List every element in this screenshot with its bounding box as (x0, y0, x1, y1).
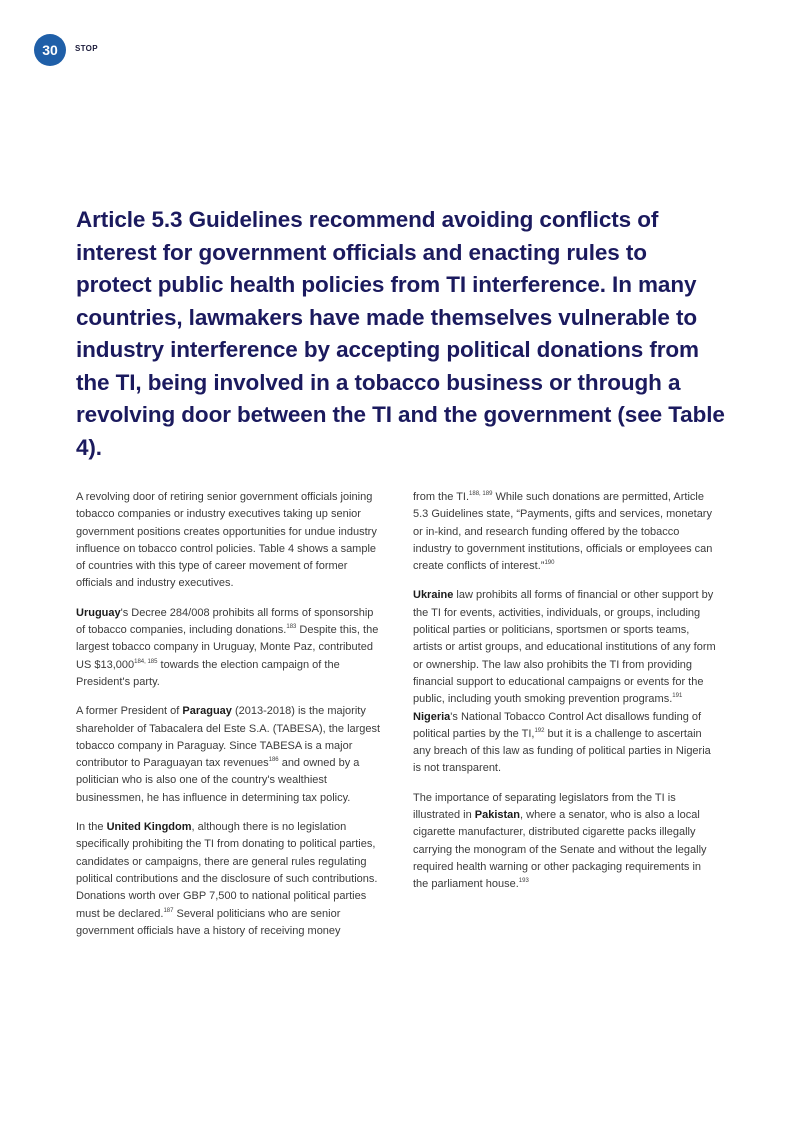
footnote-ref: 184, 185 (134, 658, 158, 665)
country-paraguay: Paraguay (182, 705, 232, 718)
paragraph-paraguay: A former President of Paraguay (2013-2018) is the majority shareholder of Tabacalera del Este S.A. (TABESA), the largest tobacco company in Paraguay. Since TABESA is a major contributor to Paraguayan tax revenues$^{186}$ and owned by a politician who is also one of the country's wealthiest businessmen, he has influence in determining tax policy. (76, 705, 381, 804)
running-header: STOP (75, 44, 98, 53)
country-united-kingdom: United Kingdom (106, 821, 192, 834)
country-pakistan: Pakistan (474, 809, 521, 822)
right-column (413, 489, 719, 906)
footnote-ref: 183 (286, 624, 297, 631)
footnote-ref: 188, 189 (469, 491, 493, 497)
section-headline: Article 5.3 Guidelines recommend avoiding conflicts of interest for government officials and enacting rules to protect public health policies from TI interference. In many countries, lawmakers have made themselves vulnerable to industry interference by accepting political donations from the TI, being involved in a tobacco business or through a revolving door between the TI and the government (see Table 4). (76, 207, 725, 460)
footnote-ref: 193 (518, 878, 529, 885)
country-nigeria: Nigeria (413, 710, 451, 723)
paragraph-ukraine-nigeria: Ukraine law prohibits all forms of financial or other support by the TI for events, activities, individuals, or groups, including political parties or politicians, sportsmen or sports teams, artists or artist groups, and educational institutions of any form or ownership. The law also prohibits the TI from providing financial support to educational campaigns or events for the public, including youth smoking prevention programs.$^{191}$ Nigeria's National Tobacco Control Act disallows funding of political parties by the TI,$^{192}$ but it is a challenge to ascertain any breach of this law as funding of political parties in Nigeria is not transparent. (413, 589, 716, 775)
country-ukraine: Ukraine (413, 589, 454, 602)
page-number-badge: 30 (34, 34, 66, 66)
footnote-ref: 187 (163, 907, 174, 914)
paragraph-uruguay: Uruguay's Decree 284/008 prohibits all forms of sponsorship of tobacco companies, including donations.$^{183}$ Despite this, the largest tobacco company in Uruguay, Monte Paz, contributed US $13,000$^{184, 185}$ towards the election campaign of the President's party. (76, 606, 379, 688)
paragraph-revolving-door: A revolving door of retiring senior government officials joining tobacco companies or industry executives taking up senior government positions creates opportunities for undue industry influence on tobacco control policies. Table 4 shows a sample of countries with this type of career movement of former officials and industry executives. (76, 491, 377, 590)
paragraph-united-kingdom: In the United Kingdom, although there is no legislation specifically prohibiting the TI from donating to political parties, candidates or campaigns, there are general rules regulating political contributions and the disclosure of such contributions. Donations worth over GBP 7,500 to national political parties must be declared.$^{187}$ Several politicians who are senior government officials have a history of receiving money (76, 821, 378, 937)
left-column (76, 489, 382, 952)
footnote-ref: 192 (534, 727, 545, 734)
footnote-ref: 186 (268, 757, 279, 764)
footnote-ref: 190 (544, 560, 555, 567)
paragraph-continuation: from the TI.$^{188, 189}$ While such donations are permitted, Article 5.3 Guidelines state, “Payments, gifts and services, monetary or in-kind, and research funding offered by the tobacco industry to government institutions, officials or employees can create conflicts of interest.”$^{190}$ (413, 491, 713, 573)
country-uruguay: Uruguay (76, 606, 121, 619)
footnote-ref: 191 (672, 693, 683, 700)
paragraph-pakistan: The importance of separating legislators from the TI is illustrated in Pakistan, where a senator, who is also a local cigarette manufacturer, distributed cigarette packs illegally carrying the monogram of the Senate and without the legally required health warning or other packaging requirements in the parliament house.$^{193}$ (413, 791, 707, 891)
